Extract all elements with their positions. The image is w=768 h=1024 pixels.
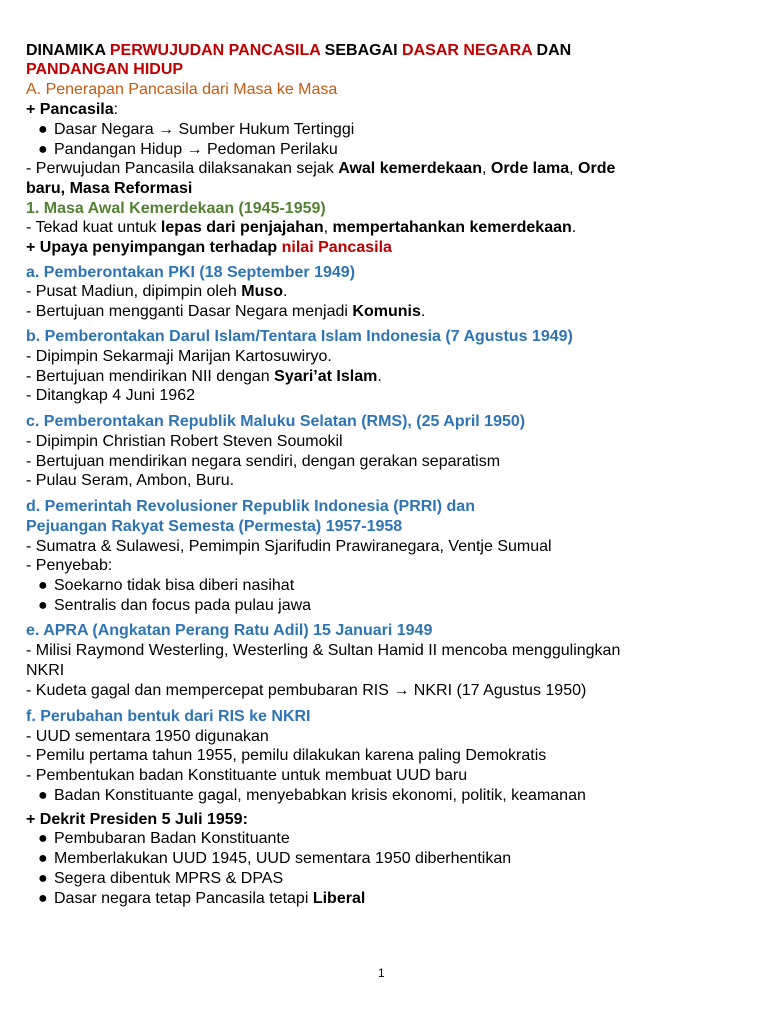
section-a-heading: A. Penerapan Pancasila dari Masa ke Masa (26, 81, 338, 98)
list-item: - Bertujuan mengganti Dasar Negara menjadi Komunis. (26, 303, 426, 320)
subsection-b-heading: b. Pemberontakan Darul Islam/Tentara Islam Indonesia (7 Agustus 1949) (26, 328, 573, 345)
list-item: - Pemilu pertama tahun 1955, pemilu dilakukan karena paling Demokratis (26, 747, 547, 764)
pancasila-label: + Pancasila: (26, 101, 119, 118)
perwujudan-line: - Perwujudan Pancasila dilaksanakan sejak Awal kemerdekaan, Orde lama, Orde (26, 160, 616, 177)
list-item: ● Memberlakukan UUD 1945, UUD sementara 1950 diberhentikan (38, 850, 512, 867)
section-1-heading: 1. Masa Awal Kemerdekaan (1945-1959) (26, 200, 326, 217)
page-number: 1 (378, 966, 385, 980)
title-text: DAN (532, 42, 572, 59)
list-item: ● Sentralis dan focus pada pulau jawa (38, 597, 312, 614)
list-item: - Bertujuan mendirikan NII dengan Syari’at Islam. (26, 368, 382, 385)
bullet-icon: ● (38, 830, 48, 847)
list-item: ● Badan Konstituante gagal, menyebabkan krisis ekonomi, politik, keamanan (38, 787, 586, 804)
title-text: SEBAGAI (320, 42, 403, 59)
title-text: DINAMIKA (26, 42, 110, 59)
subsection-f-heading: f. Perubahan bentuk dari RIS ke NKRI (26, 708, 311, 725)
title-highlight: PERWUJUDAN PANCASILA (109, 42, 321, 59)
list-item: - Bertujuan mendirikan negara sendiri, dengan gerakan separatism (26, 453, 501, 470)
list-item: - Pembentukan badan Konstituante untuk membuat UUD baru (26, 767, 468, 784)
list-item: - UUD sementara 1950 digunakan (26, 728, 269, 745)
subsection-e-heading: e. APRA (Angkatan Perang Ratu Adil) 15 Januari 1949 (26, 622, 433, 639)
list-item: - Dipimpin Sekarmaji Marijan Kartosuwiryo. (26, 348, 332, 365)
bullet-icon: ● (38, 121, 48, 138)
perwujudan-line-2: baru, Masa Reformasi (26, 180, 193, 197)
tekad-line: - Tekad kuat untuk lepas dari penjajahan, mempertahankan kemerdekaan. (26, 219, 577, 236)
upaya-heading: + Upaya penyimpangan terhadap nilai Pancasila (26, 239, 392, 256)
list-item-continuation: NKRI (26, 662, 65, 679)
document-title-line-1 (26, 41, 571, 61)
list-item: - Ditangkap 4 Juni 1962 (26, 387, 195, 404)
list-item: - Penyebab: (26, 557, 113, 574)
list-item: ● Dasar negara tetap Pancasila tetapi Liberal (38, 890, 366, 907)
list-item: - Pusat Madiun, dipimpin oleh Muso. (26, 283, 288, 300)
list-item: ● Dasar Negara → Sumber Hukum Tertinggi (38, 121, 355, 138)
list-item: - Sumatra & Sulawesi, Pemimpin Sjarifudin Prawiranegara, Ventje Sumual (26, 538, 552, 555)
bullet-icon: ● (38, 890, 48, 907)
list-item: - Milisi Raymond Westerling, Westerling & Sultan Hamid II mencoba menggulingkan (26, 642, 621, 659)
bullet-icon: ● (38, 787, 48, 804)
subsection-c-heading: c. Pemberontakan Republik Maluku Selatan (RMS), (25 April 1950) (26, 413, 526, 430)
list-item: - Pulau Seram, Ambon, Buru. (26, 472, 235, 489)
list-item: - Kudeta gagal dan mempercepat pembubaran RIS → NKRI (17 Agustus 1950) (26, 682, 587, 699)
document-title-line-2: PANDANGAN HIDUP (26, 61, 184, 78)
bullet-icon: ● (38, 577, 48, 594)
subsection-a-heading: a. Pemberontakan PKI (18 September 1949) (26, 264, 356, 281)
list-item: ● Pandangan Hidup → Pedoman Perilaku (38, 141, 338, 158)
bullet-icon: ● (38, 141, 48, 158)
bullet-icon: ● (38, 850, 48, 867)
dekrit-heading: + Dekrit Presiden 5 Juli 1959: (26, 811, 248, 828)
list-item: ● Pembubaran Badan Konstituante (38, 830, 290, 847)
bullet-icon: ● (38, 870, 48, 887)
title-highlight: DASAR NEGARA (402, 42, 533, 59)
list-item: ● Soekarno tidak bisa diberi nasihat (38, 577, 295, 594)
list-item: - Dipimpin Christian Robert Steven Soumokil (26, 433, 343, 450)
list-item: ● Segera dibentuk MPRS & DPAS (38, 870, 284, 887)
subsection-d-heading-2: Pejuangan Rakyat Semesta (Permesta) 1957-1958 (26, 518, 403, 535)
subsection-d-heading: d. Pemerintah Revolusioner Republik Indonesia (PRRI) dan (26, 498, 475, 515)
bullet-icon: ● (38, 597, 48, 614)
